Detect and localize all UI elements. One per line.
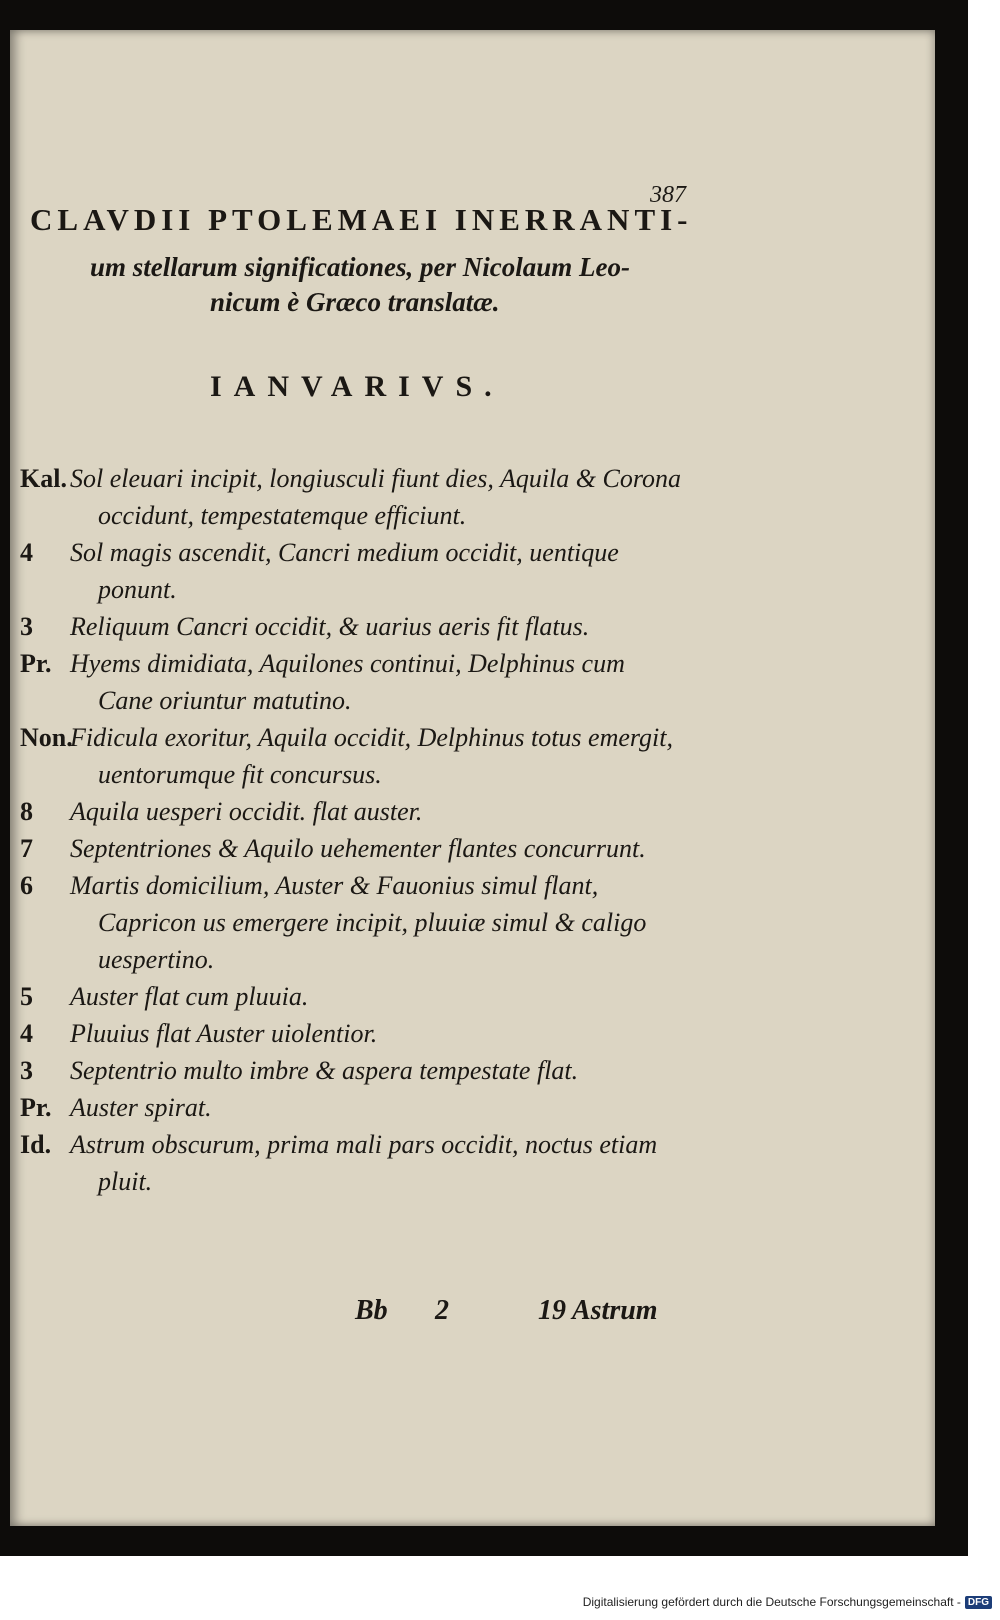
entry-text: Auster flat cum pluuia. bbox=[70, 982, 309, 1011]
title-line-1: CLAVDII PTOLEMAEI INERRANTI- bbox=[30, 202, 693, 237]
catchword: 19 Astrum bbox=[538, 1295, 658, 1326]
calendar-entry bbox=[20, 1126, 685, 1200]
entry-day: 4 bbox=[20, 538, 33, 567]
entry-text: Sol eleuari incipit, longiusculi fiunt dies, Aquila & Corona occidunt, tempestatemque efficiunt. bbox=[70, 464, 681, 530]
entry-text: Martis domicilium, Auster & Fauonius simul flant, Capricon us emergere incipit, pluuiæ simul & caligo uespertino. bbox=[70, 871, 647, 974]
signature-mark: Bb bbox=[355, 1295, 388, 1326]
entry-day: 3 bbox=[20, 612, 33, 641]
month-heading: IANVARIVS. bbox=[210, 370, 504, 403]
entry-day: 4 bbox=[20, 1019, 33, 1048]
book-page bbox=[10, 30, 935, 1526]
title-line-2: um stellarum significationes, per Nicolaum Leo- bbox=[90, 252, 631, 282]
calendar-entry bbox=[20, 830, 685, 867]
entry-text: Septentriones & Aquilo uehementer flantes concurrunt. bbox=[70, 834, 646, 863]
entry-day: Kal. bbox=[20, 464, 67, 493]
calendar-entry bbox=[20, 1089, 685, 1126]
title-line-3: nicum è Græco translatæ. bbox=[210, 287, 500, 317]
entry-text: Auster spirat. bbox=[70, 1093, 212, 1122]
entry-day: Non. bbox=[20, 723, 73, 752]
calendar-entry bbox=[20, 534, 685, 608]
calendar-entries bbox=[20, 460, 685, 1200]
entry-text: Astrum obscurum, prima mali pars occidit, noctus etiam pluit. bbox=[70, 1130, 658, 1196]
entry-day: 7 bbox=[20, 834, 33, 863]
entry-day: 3 bbox=[20, 1056, 33, 1085]
entry-text: Aquila uesperi occidit. flat auster. bbox=[70, 797, 423, 826]
digitization-credit bbox=[583, 1595, 992, 1609]
leaf-number: 2 bbox=[435, 1295, 449, 1326]
page-number: 387 bbox=[650, 182, 686, 208]
entry-text: Hyems dimidiata, Aquilones continui, Delphinus cum Cane oriuntur matutino. bbox=[70, 649, 625, 715]
entry-text: Reliquum Cancri occidit, & uarius aeris fit flatus. bbox=[70, 612, 590, 641]
calendar-entry bbox=[20, 793, 685, 830]
calendar-entry bbox=[20, 645, 685, 719]
calendar-entry bbox=[20, 867, 685, 978]
calendar-entry bbox=[20, 608, 685, 645]
entry-text: Septentrio multo imbre & aspera tempestate flat. bbox=[70, 1056, 579, 1085]
calendar-entry bbox=[20, 978, 685, 1015]
entry-text: Pluuius flat Auster uiolentior. bbox=[70, 1019, 378, 1048]
entry-text: Fidicula exoritur, Aquila occidit, Delphinus totus emergit, uentorumque fit concursus. bbox=[70, 723, 673, 789]
entry-day: Id. bbox=[20, 1130, 52, 1159]
dfg-logo-icon: DFG bbox=[965, 1596, 992, 1609]
calendar-entry bbox=[20, 1052, 685, 1089]
entry-day: 6 bbox=[20, 871, 33, 900]
calendar-entry bbox=[20, 1015, 685, 1052]
entry-day: 5 bbox=[20, 982, 33, 1011]
entry-day: Pr. bbox=[20, 649, 52, 678]
entry-text: Sol magis ascendit, Cancri medium occidit, uentique ponunt. bbox=[70, 538, 619, 604]
entry-day: 8 bbox=[20, 797, 33, 826]
calendar-entry bbox=[20, 719, 685, 793]
credit-text: Digitalisierung gefördert durch die Deutsche Forschungsgemeinschaft - bbox=[582, 1595, 961, 1609]
entry-day: Pr. bbox=[20, 1093, 52, 1122]
calendar-entry bbox=[20, 460, 685, 534]
